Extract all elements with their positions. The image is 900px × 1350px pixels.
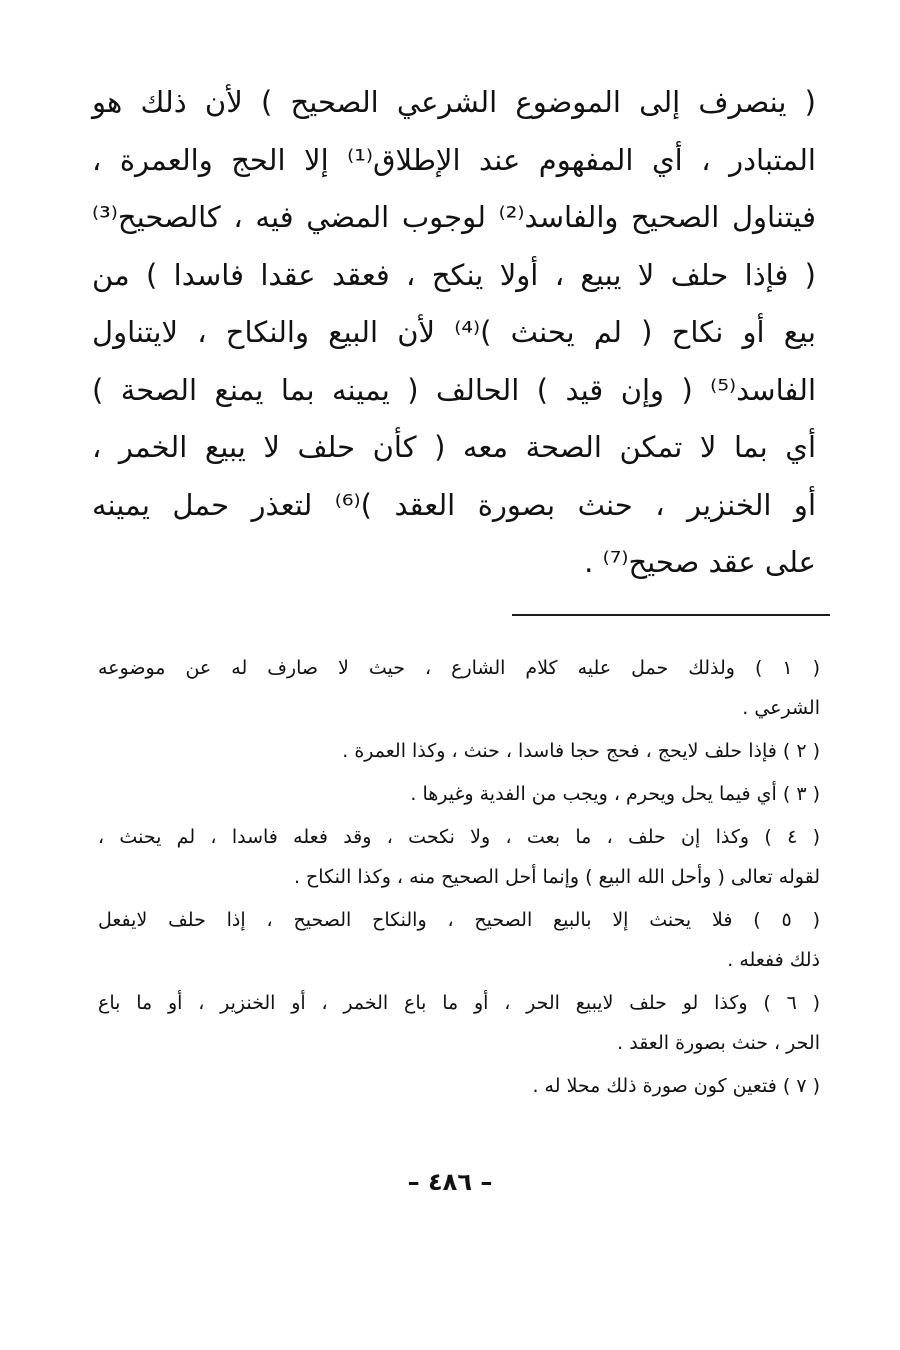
footnote-4: [98, 817, 820, 897]
footnote-line: ذلك ففعله .: [727, 949, 820, 971]
footnote-line: الشرعي .: [742, 697, 820, 719]
footnote-3: [98, 774, 820, 814]
main-text-line: على عقد صحيح⁽⁷⁾ .: [584, 545, 816, 579]
footnote-1: [98, 648, 820, 728]
footnote-line: الحر ، حنث بصورة العقد .: [617, 1032, 820, 1054]
footnote-line: ( ٢ ) فإذا حلف لايحج ، فحج حجا فاسدا ، حنث ، وكذا العمرة .: [342, 740, 820, 762]
footnote-5: [98, 900, 820, 980]
footnote-separator: [512, 614, 830, 616]
main-text-line: المتبادر ، أي المفهوم عند الإطلاق⁽¹⁾ إلا الحج والعمرة ،: [92, 142, 816, 177]
main-text-line: أو الخنزير ، حنث بصورة العقد )⁽⁶⁾ لتعذر حمل يمينه: [92, 487, 816, 522]
main-text-line: أي بما لا تمكن الصحة معه ( كأن حلف لا يبيع الخمر ،: [92, 430, 816, 464]
main-text-line: ( ينصرف إلى الموضوع الشرعي الصحيح ) لأن ذلك هو: [92, 85, 816, 119]
main-text-line: بيع أو نكاح ( لم يحنث )⁽⁴⁾ لأن البيع والنكاح ، لايتناول: [92, 315, 816, 349]
footnote-line: ( ٧ ) فتعين كون صورة ذلك محلا له .: [532, 1075, 820, 1097]
footnotes: [98, 648, 820, 1109]
footnote-line: لقوله تعالى ( وأحل الله البيع ) وإنما أحل الصحيح منه ، وكذا النكاح .: [293, 866, 820, 888]
footnote-line: ( ٤ ) وكذا إن حلف ، ما بعت ، ولا نكحت ، وقد فعله فاسدا ، لم يحنث ،: [98, 826, 820, 848]
main-text-line: الفاسد⁽⁵⁾ ( وإن قيد ) الحالف ( يمينه بما يمنع الصحة ): [92, 372, 816, 407]
footnote-6: [98, 983, 820, 1063]
main-text-line: ( فإذا حلف لا يبيع ، أولا ينكح ، فعقد عقدا فاسدا ) من: [92, 257, 816, 292]
footnote-2: [98, 731, 820, 771]
footnote-7: [98, 1066, 820, 1106]
footnote-line: ( ١ ) ولذلك حمل عليه كلام الشارع ، حيث لا صارف له عن موضوعه: [98, 657, 821, 679]
main-text-line: فيتناول الصحيح والفاسد⁽²⁾ لوجوب المضي فيه ، كالصحيح⁽³⁾: [92, 200, 816, 234]
page-number: – ٤٨٦ –: [407, 1168, 493, 1196]
main-text: [92, 74, 816, 592]
footnote-line: ( ٥ ) فلا يحنث إلا بالبيع الصحيح ، والنكاح الصحيح ، إذا حلف لايفعل: [98, 909, 821, 931]
footnote-line: ( ٣ ) أي فيما يحل ويحرم ، ويجب من الفدية وغيرها .: [410, 783, 820, 805]
footnote-line: ( ٦ ) وكذا لو حلف لايبيع الحر ، أو ما باع الخمر ، أو الخنزير ، أو ما باع: [98, 992, 820, 1014]
